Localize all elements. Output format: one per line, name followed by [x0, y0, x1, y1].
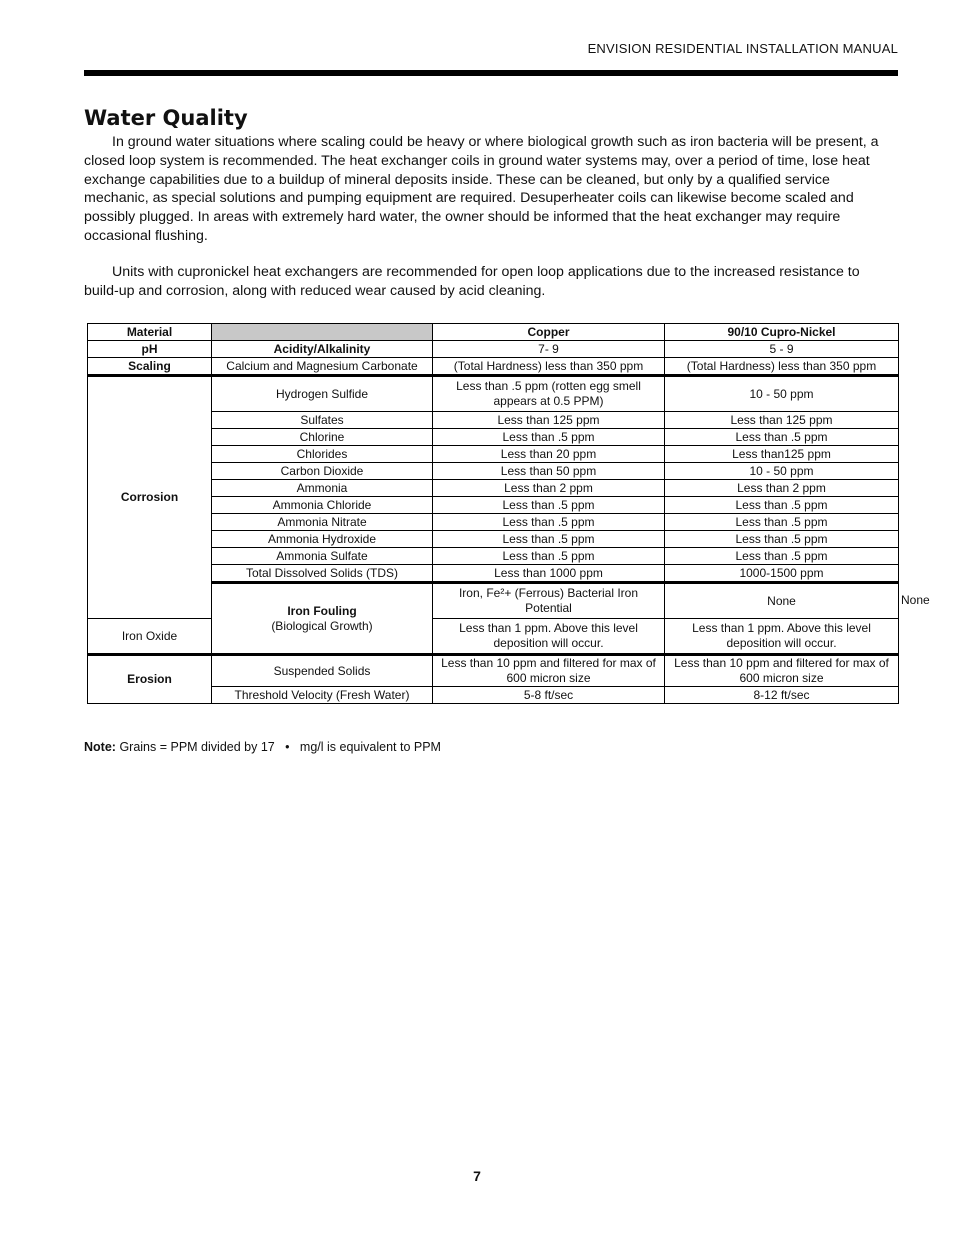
parameter-cell: Carbon Dioxide [212, 463, 433, 480]
parameter-cell: Suspended Solids [212, 655, 433, 687]
cupronickel-cell: Less than .5 ppm [665, 497, 899, 514]
table-header-row [88, 324, 899, 341]
copper-cell: Less than 2 ppm [433, 480, 665, 497]
copper-cell: Less than .5 ppm [433, 514, 665, 531]
header-blank [212, 324, 433, 341]
cupronickel-cell: Less than .5 ppm [665, 514, 899, 531]
cupronickel-cell: (Total Hardness) less than 350 ppm [665, 358, 899, 376]
table-row: Iron Fouling (Biological Growth) Iron, Fe²+ (Ferrous) Bacterial Iron Potential None None [88, 583, 899, 619]
cupronickel-cell: 10 - 50 ppm [665, 463, 899, 480]
copper-cell: Less than 125 ppm [433, 412, 665, 429]
table-note [84, 740, 441, 754]
parameter-cell: Chlorides [212, 446, 433, 463]
copper-cell: 7- 9 [433, 341, 665, 358]
cupronickel-cell: Less than .5 ppm [665, 548, 899, 565]
header-cupronickel: 90/10 Cupro-Nickel [665, 324, 899, 341]
parameter-cell: Sulfates [212, 412, 433, 429]
copper-cell: Less than .5 ppm [433, 429, 665, 446]
group-corrosion: Corrosion [88, 376, 212, 619]
cupronickel-cell: Less than 10 ppm and filtered for max of 600 micron size [665, 655, 899, 687]
header-copper: Copper [433, 324, 665, 341]
table-row [88, 341, 899, 358]
cupronickel-cell: Less than 1 ppm. Above this level deposition will occur. [665, 619, 899, 655]
cupronickel-paragraph: Units with cupronickel heat exchangers are recommended for open loop applications due to the increased resistance to build-up and corrosion, along with reduced wear caused by acid cleaning. [84, 264, 860, 299]
copper-cell: Less than 50 ppm [433, 463, 665, 480]
parameter-cell: Ammonia Sulfate [212, 548, 433, 565]
header-divider [84, 70, 898, 76]
cupronickel-cell: Less than 125 ppm [665, 412, 899, 429]
cupronickel-cell: 1000-1500 ppm [665, 565, 899, 583]
note-label: Note: [84, 740, 116, 754]
copper-cell: None [665, 583, 899, 619]
parameter-cell: Ammonia Nitrate [212, 514, 433, 531]
copper-cell: Less than .5 ppm (rotten egg smell appears at 0.5 PPM) [433, 376, 665, 412]
group-scaling: Scaling [88, 358, 212, 376]
water-quality-table [87, 323, 930, 704]
parameter-cell: Iron Oxide [88, 619, 212, 655]
parameter-cell: Hydrogen Sulfide [212, 376, 433, 412]
header-material: Material [88, 324, 212, 341]
cupronickel-cell: Less than .5 ppm [665, 531, 899, 548]
parameter-cell: Ammonia Chloride [212, 497, 433, 514]
copper-cell: Less than 1 ppm. Above this level deposition will occur. [433, 619, 665, 655]
note-text: Grains = PPM divided by 17 • mg/l is equivalent to PPM [119, 740, 441, 754]
cupronickel-cell: Less than125 ppm [665, 446, 899, 463]
copper-cell: Less than 1000 ppm [433, 565, 665, 583]
parameter-cell: Acidity/Alkalinity [212, 341, 433, 358]
group-erosion: Erosion [88, 655, 212, 704]
parameter-cell: Chlorine [212, 429, 433, 446]
cupronickel-cell: 5 - 9 [665, 341, 899, 358]
cupronickel-cell: 10 - 50 ppm [665, 376, 899, 412]
table-row [88, 358, 899, 376]
copper-cell: Less than .5 ppm [433, 548, 665, 565]
iron-fouling-label: Iron Fouling [287, 603, 357, 618]
cupronickel-cell: Less than 2 ppm [665, 480, 899, 497]
cupronickel-cell: 8-12 ft/sec [665, 687, 899, 704]
copper-cell: Less than 10 ppm and filtered for max of 600 micron size [433, 655, 665, 687]
parameter-cell: Total Dissolved Solids (TDS) [212, 565, 433, 583]
intro-paragraph: In ground water situations where scaling could be heavy or where biological growth such as iron bacteria will be present, a closed loop system is recommended. The heat exchanger coils in ground water systems may, over a period of time, lose heat exchange capabilities due to a buildup of mineral deposits inside. These can be cleaned, but only by a qualified service mechanic, as special solutions and pumping equipment are required. Desuperheater coils can likewise become scaled and possibly plugged. In areas with extremely hard water, the owner should be informed that the heat exchanger may require occasional flushing. [84, 134, 879, 244]
parameter-cell: Threshold Velocity (Fresh Water) [212, 687, 433, 704]
table-row [88, 619, 899, 655]
table-row [88, 655, 899, 687]
manual-title: ENVISION RESIDENTIAL INSTALLATION MANUAL [587, 41, 898, 56]
copper-cell: Less than .5 ppm [433, 497, 665, 514]
copper-cell: 5-8 ft/sec [433, 687, 665, 704]
parameter-cell: Iron, Fe²+ (Ferrous) Bacterial Iron Potential [433, 583, 665, 619]
cupronickel-cell: Less than .5 ppm [665, 429, 899, 446]
section-title: Water Quality [84, 106, 248, 130]
iron-fouling-sublabel: (Biological Growth) [271, 618, 373, 633]
copper-cell: (Total Hardness) less than 350 ppm [433, 358, 665, 376]
parameter-cell: Calcium and Magnesium Carbonate [212, 358, 433, 376]
copper-cell: Less than 20 ppm [433, 446, 665, 463]
group-iron-fouling [212, 583, 433, 655]
table-row [88, 376, 899, 412]
parameter-cell: Ammonia [212, 480, 433, 497]
page-number: 7 [473, 1168, 481, 1184]
group-ph: pH [88, 341, 212, 358]
parameter-cell: Ammonia Hydroxide [212, 531, 433, 548]
copper-cell: Less than .5 ppm [433, 531, 665, 548]
